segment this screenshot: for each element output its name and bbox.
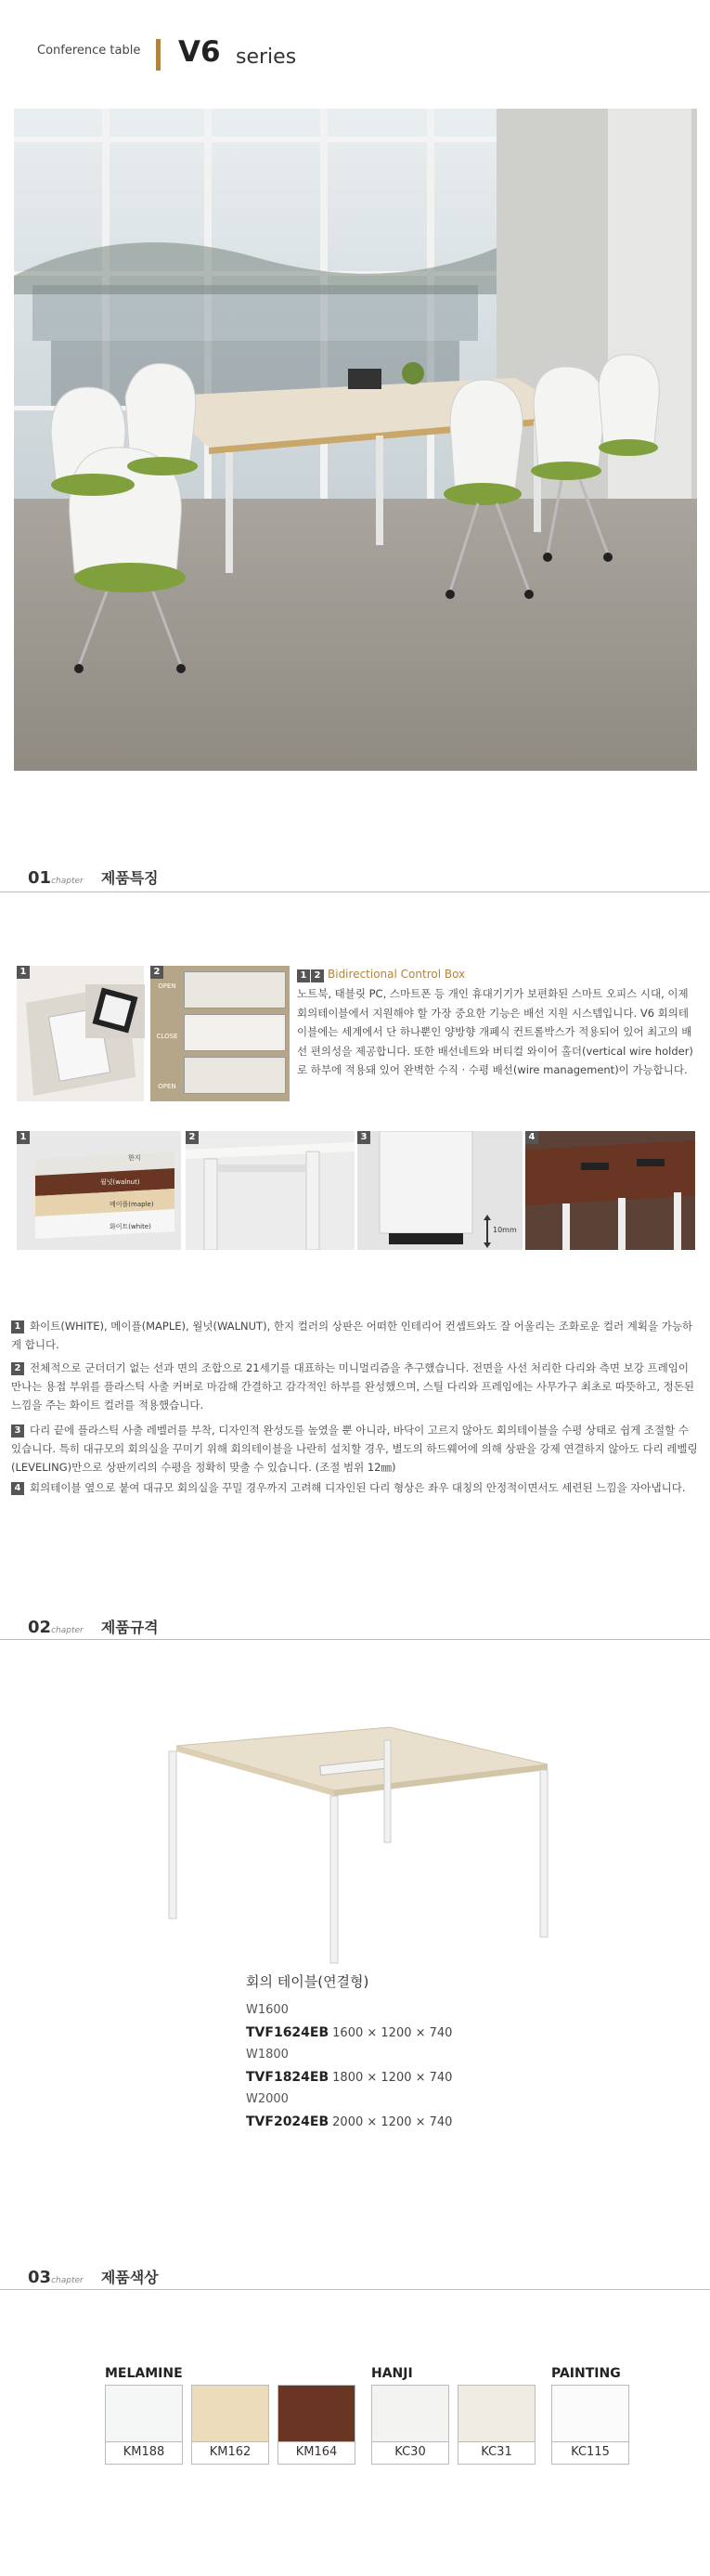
layer-label-walnut: 월넛(walnut) — [100, 1178, 140, 1186]
feature-note-4 — [11, 1478, 698, 1497]
color-layers-illustration — [17, 1131, 181, 1250]
control-box-photo-2 — [85, 984, 145, 1038]
swatch-code: KM162 — [191, 2442, 269, 2465]
spec-dimensions: 1800 × 1200 × 740 — [332, 2071, 453, 2085]
figure-number: 2 — [186, 1131, 199, 1144]
frame-illustration — [186, 1131, 355, 1250]
control-box-top-illustration — [85, 984, 145, 1038]
section-chapter-label: chapter — [51, 2276, 84, 2285]
linked-tables-illustration — [525, 1131, 695, 1250]
section-divider — [0, 2289, 710, 2290]
section-number: 02 — [28, 1618, 52, 1637]
swatch-card — [551, 2385, 629, 2465]
detail-figure-4-linked-tables — [525, 1131, 695, 1250]
swatch-code: KC31 — [458, 2442, 536, 2465]
detail-figure-1-colors — [17, 1131, 181, 1250]
table-illustration — [158, 1709, 557, 1969]
note-number: 2 — [11, 1362, 24, 1375]
spec-row-1 — [246, 2023, 452, 2040]
color-swatch — [371, 2385, 449, 2442]
figure-number: 4 — [525, 1131, 538, 1144]
swatch-card — [191, 2385, 269, 2465]
note-text: 다리 끝에 플라스틱 사출 레벨러를 부착, 디자인적 완성도를 높였을 뿐 아니라, 바닥이 고르지 않아도 회의테이블을 수평 상태로 쉽게 조절할 수 있습니다. 특히 대규모의 회의실을 꾸미기 위해 회의테이블을 나란히 설치할 경우, 별도의 하드웨어에 의해 상판을 강제 연결하지 않아도 다리 레벨링(LEVELING)만으로 상판끼리의 수평을 정확히 맞출 수 있습니다. (조절 범위 12㎜) — [11, 1424, 698, 1474]
layer-label-maple: 메이플(maple) — [110, 1201, 154, 1208]
badge-1: 1 — [297, 969, 310, 982]
control-box-states-figure — [150, 966, 290, 1101]
control-box-description: 노트북, 태블릿 PC, 스마트폰 등 개인 휴대기기가 보편화된 스마트 오피스 시대, 이제 회의테이블에서 지원해야 할 가장 중요한 기능은 배선 지원 시스템입니다. V6 회의테이블에는 세계에서 단 하나뿐인 양방향 개폐식 컨트롤박스가 적용되어 있어 최고의 배선 편의성을 제공합니다. 또한 배선네트와 버티컬 와이어 홀더(vertical wire holder)로 하부에 적용돼 있어 완벽한 수직 · 수평 배선(wire management)이 가능합니다. — [297, 987, 693, 1076]
spec-product-label: 회의 테이블(연결형) — [246, 1973, 369, 1990]
state-open-panel — [184, 971, 286, 1008]
figure-number: 3 — [357, 1131, 370, 1144]
swatch-code: KC30 — [371, 2442, 449, 2465]
layer-label-white: 화이트(white) — [110, 1223, 151, 1230]
section-divider — [0, 891, 710, 892]
header-model-name: V6 — [178, 35, 221, 69]
section-03-header — [28, 2266, 159, 2287]
state-close-panel — [184, 1014, 286, 1051]
color-group-hanji: HANJI — [371, 2366, 413, 2381]
state-label-open-top: OPEN — [158, 982, 176, 990]
note-text: 회의테이블 옆으로 붙여 대규모 회의실을 꾸밀 경우까지 고려해 디자인된 다리 형상은 좌우 대칭의 안정적이면서도 세련된 느낌을 자아냅니다. — [30, 1481, 686, 1494]
state-label-open-bottom: OPEN — [158, 1083, 176, 1090]
swatch-card — [105, 2385, 183, 2465]
spec-row-2 — [246, 2067, 452, 2085]
color-group-melamine: MELAMINE — [105, 2366, 183, 2381]
spec-model-code: TVF2024EB — [246, 2114, 329, 2129]
figure-number: 1 — [17, 1131, 30, 1144]
hero-photo-conference-room — [14, 109, 697, 771]
swatch-card — [458, 2385, 536, 2465]
spec-width-1: W1600 — [246, 2003, 289, 2017]
header-category: Conference table — [37, 44, 141, 58]
header-series-label: series — [236, 46, 297, 69]
note-text: 전체적으로 군더더기 없는 선과 면의 조합으로 21세기를 대표하는 미니멀리즘을 추구했습니다. 전면을 사선 처리한 다리와 측면 보강 프레임이 만나는 용접 부위를 플라스틱 사출 커버로 마감해 간결하고 감각적인 하부를 완성했으며, 스틸 다리와 프레임에는 사무가구 최초로 따뜻하고, 정돈된 느낌을 주는 화이트 컬러를 적용했습니다. — [11, 1361, 694, 1412]
swatch-code: KC115 — [551, 2442, 629, 2465]
section-number: 03 — [28, 2268, 52, 2287]
section-chapter-label: chapter — [51, 1626, 84, 1635]
note-text: 화이트(WHITE), 메이플(MAPLE), 월넛(WALNUT), 한지 컬러의 상판은 어떠한 인테리어 컨셉트와도 잘 어울리는 조화로운 컬러 계획을 가능하게 합니다. — [11, 1320, 693, 1351]
hero-illustration — [14, 109, 697, 771]
detail-figure-2-frame — [186, 1131, 355, 1250]
section-divider — [0, 1639, 710, 1640]
spec-width-2: W1800 — [246, 2048, 289, 2062]
control-box-title: Bidirectional Control Box — [328, 968, 466, 981]
feature-note-1 — [11, 1317, 698, 1354]
state-label-close: CLOSE — [156, 1033, 178, 1040]
section-title: 제품규격 — [100, 1619, 159, 1636]
spec-dimensions: 1600 × 1200 × 740 — [332, 2026, 453, 2040]
swatch-card — [278, 2385, 355, 2465]
color-swatch — [278, 2385, 355, 2442]
state-open-panel — [184, 1057, 286, 1094]
leveler-dimension: 10mm — [493, 1226, 517, 1234]
table-product-image — [158, 1709, 557, 1969]
section-title: 제품특징 — [100, 869, 159, 887]
section-chapter-label: chapter — [51, 877, 84, 886]
note-number: 1 — [11, 1321, 24, 1334]
color-swatch — [191, 2385, 269, 2442]
spec-model-code: TVF1624EB — [246, 2025, 329, 2040]
section-number: 01 — [28, 868, 52, 888]
spec-model-code: TVF1824EB — [246, 2070, 329, 2085]
feature-note-3 — [11, 1421, 698, 1477]
color-swatch — [551, 2385, 629, 2442]
note-number: 4 — [11, 1482, 24, 1495]
figure-number: 2 — [150, 966, 163, 979]
spec-dimensions: 2000 × 1200 × 740 — [332, 2115, 453, 2129]
spec-width-3: W2000 — [246, 2092, 289, 2106]
section-title: 제품색상 — [100, 2269, 159, 2286]
figure-number: 1 — [17, 966, 30, 979]
swatch-code: KM188 — [105, 2442, 183, 2465]
layer-label-hanji: 한지 — [128, 1154, 141, 1162]
color-swatch — [458, 2385, 536, 2442]
control-box-heading — [297, 968, 465, 982]
section-02-header — [28, 1616, 159, 1637]
color-group-painting: PAINTING — [551, 2366, 621, 2381]
section-01-header — [28, 866, 159, 888]
swatch-card — [371, 2385, 449, 2465]
feature-note-2 — [11, 1359, 698, 1414]
badge-2: 2 — [311, 969, 324, 982]
spec-row-3 — [246, 2112, 452, 2129]
color-swatch — [105, 2385, 183, 2442]
note-number: 3 — [11, 1425, 24, 1438]
detail-figure-3-leveler — [357, 1131, 523, 1250]
swatch-code: KM164 — [278, 2442, 355, 2465]
header-accent-bar — [156, 39, 161, 71]
